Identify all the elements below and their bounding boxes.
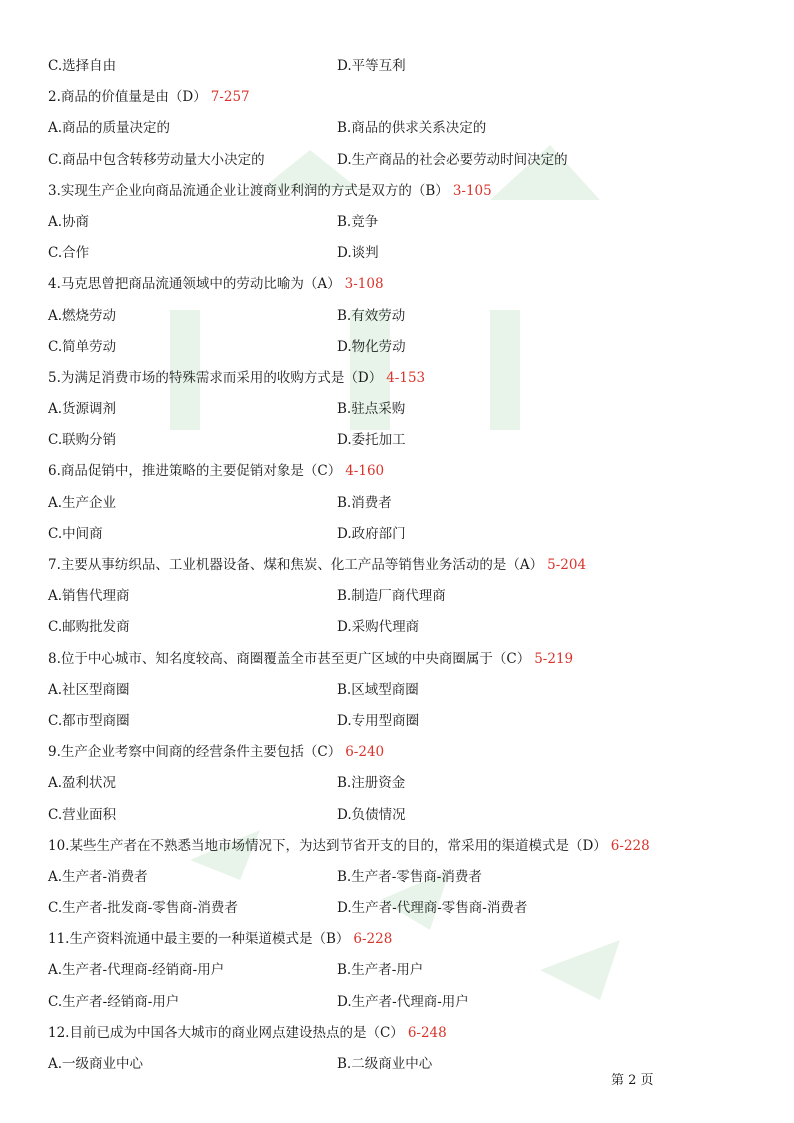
question-row — [48, 647, 748, 678]
options-row — [48, 990, 748, 1021]
reference-code: 6-228 — [610, 837, 650, 854]
option-right: D.生产者-代理商-零售商-消费者 — [337, 900, 528, 917]
question-list — [48, 54, 748, 1083]
options-row — [48, 491, 748, 522]
option-right: B.注册资金 — [337, 775, 406, 792]
options-row — [48, 397, 748, 428]
question-text: 2.商品的价值量是由（D） — [48, 89, 207, 106]
option-right: D.采购代理商 — [337, 619, 420, 636]
reference-code: 3-108 — [344, 276, 384, 293]
reference-code: 6-228 — [353, 931, 393, 948]
question-row — [48, 1021, 748, 1052]
option-right: D.谈判 — [337, 245, 379, 262]
reference-code: 3-105 — [452, 182, 492, 199]
question-text: 6.商品促销中，推进策略的主要促销对象是（C） — [48, 463, 342, 480]
question-row — [48, 366, 748, 397]
option-right: B.有效劳动 — [337, 307, 406, 324]
option-right: B.消费者 — [337, 494, 392, 511]
option-right: D.平等互利 — [337, 58, 406, 74]
option-right: B.竞争 — [337, 213, 379, 230]
option-right: D.生产商品的社会必要劳动时间决定的 — [337, 151, 568, 168]
question-row — [48, 740, 748, 771]
option-left: A.销售代理商 — [48, 588, 130, 605]
options-row — [48, 304, 748, 335]
reference-code: 5-204 — [547, 557, 587, 573]
question-row — [48, 459, 748, 490]
option-right: B.二级商业中心 — [337, 1056, 433, 1072]
option-left: A.货源调剂 — [48, 401, 117, 418]
options-row — [48, 865, 748, 896]
option-right: B.商品的供求关系决定的 — [337, 120, 487, 137]
option-left: A.盈利状况 — [48, 775, 117, 792]
option-left: A.商品的质量决定的 — [48, 120, 171, 137]
option-left: C.都市型商圈 — [48, 712, 130, 729]
question-text: 8.位于中心城市、知名度较高、商圈覆盖全市甚至更广区域的中央商圈属于（C） — [48, 650, 531, 667]
option-right: D.物化劳动 — [337, 338, 406, 355]
question-row — [48, 179, 748, 210]
option-left: C.联购分销 — [48, 432, 117, 449]
option-right: B.区域型商圈 — [337, 681, 419, 698]
option-left: C.合作 — [48, 245, 90, 262]
options-row — [48, 116, 748, 147]
option-right: D.专用型商圈 — [337, 712, 420, 729]
option-left: C.中间商 — [48, 525, 103, 542]
reference-code: 6-248 — [407, 1024, 447, 1041]
question-text: 11.生产资料流通中最主要的一种渠道模式是（B） — [48, 931, 350, 948]
option-right: D.政府部门 — [337, 525, 406, 542]
options-row — [48, 678, 748, 709]
option-right: D.负债情况 — [337, 806, 406, 823]
option-left: A.生产企业 — [48, 494, 117, 511]
options-row — [48, 428, 748, 459]
option-left: A.协商 — [48, 213, 90, 230]
question-text: 9.生产企业考察中间商的经营条件主要包括（C） — [48, 744, 342, 761]
option-right: D.委托加工 — [337, 432, 406, 449]
option-left: C.商品中包含转移劳动量大小决定的 — [48, 151, 265, 168]
option-left: C.生产者-经销商-用户 — [48, 993, 180, 1010]
options-row — [48, 335, 748, 366]
options-row — [48, 709, 748, 740]
options-row — [48, 210, 748, 241]
option-left: C.邮购批发商 — [48, 619, 130, 636]
option-left: A.燃烧劳动 — [48, 307, 117, 324]
option-left: C.选择自由 — [48, 58, 117, 74]
question-row — [48, 927, 748, 958]
option-left: A.生产者-消费者 — [48, 868, 148, 885]
options-row — [48, 803, 748, 834]
question-text: 12.目前已成为中国各大城市的商业网点建设热点的是（C） — [48, 1024, 404, 1041]
options-row — [48, 148, 748, 179]
option-left: C.生产者-批发商-零售商-消费者 — [48, 900, 238, 917]
option-left: C.营业面积 — [48, 806, 117, 823]
options-row — [48, 771, 748, 802]
options-row — [48, 522, 748, 553]
reference-code: 7-257 — [210, 89, 250, 106]
options-row — [48, 958, 748, 989]
question-text: 7.主要从事纺织品、工业机器设备、煤和焦炭、化工产品等销售业务活动的是（A） — [48, 557, 544, 573]
page-number: 第 2 页 — [611, 1073, 654, 1088]
options-row — [48, 241, 748, 272]
question-text: 4.马克思曾把商品流通领域中的劳动比喻为（A） — [48, 276, 341, 293]
option-right: B.驻点采购 — [337, 401, 406, 418]
option-left: A.社区型商圈 — [48, 681, 130, 698]
reference-code: 4-160 — [345, 463, 385, 480]
option-right: B.制造厂商代理商 — [337, 588, 446, 605]
question-row — [48, 553, 748, 584]
question-row — [48, 272, 748, 303]
question-row — [48, 834, 748, 865]
reference-code: 5-219 — [534, 650, 574, 667]
option-left: C.简单劳动 — [48, 338, 117, 355]
options-row — [48, 615, 748, 646]
reference-code: 6-240 — [345, 744, 385, 761]
options-row — [48, 584, 748, 615]
option-right: B.生产者-零售商-消费者 — [337, 868, 482, 885]
question-row — [48, 85, 748, 116]
option-right: B.生产者-用户 — [337, 962, 424, 979]
option-right: D.生产者-代理商-用户 — [337, 993, 469, 1010]
question-text: 5.为满足消费市场的特殊需求而采用的收购方式是（D） — [48, 369, 383, 386]
option-left: A.生产者-代理商-经销商-用户 — [48, 962, 225, 979]
reference-code: 4-153 — [386, 369, 426, 386]
option-left: A.一级商业中心 — [48, 1056, 144, 1072]
options-row — [48, 896, 748, 927]
question-text: 3.实现生产企业向商品流通企业让渡商业利润的方式是双方的（B） — [48, 182, 449, 199]
question-text: 10.某些生产者在不熟悉当地市场情况下，为达到节省开支的目的，常采用的渠道模式是（D） — [48, 837, 607, 854]
options-row — [48, 54, 748, 85]
